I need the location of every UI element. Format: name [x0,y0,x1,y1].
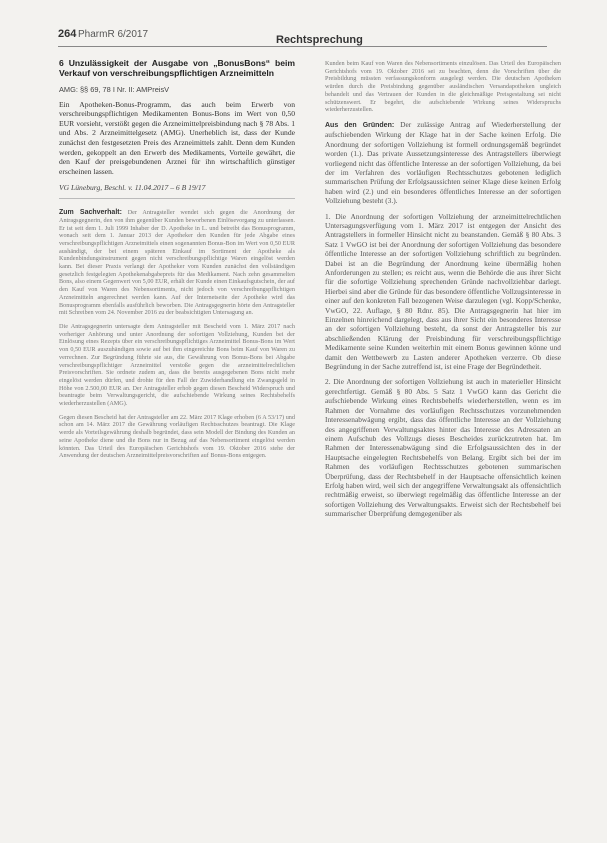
page-header [58,28,547,50]
section-title: Rechtsprechung [276,34,363,46]
right-paragraph-2: 1. Die Anordnung der sofortigen Vollziehung der arzneimittelrechtlichen Untersagungsverfügung vom 1. März 2017 ist entgegen der Ansicht des Antragstellers in formeller Hinsicht nicht zu beanstanden. Gemäß § 80 Abs. 3 Satz 1 VwGO ist bei der Anordnung der sofortigen Vollziehung das besondere öffentliche Interesse an der sofortigen Vollziehung schriftlich zu begründen. Dabei ist an die Begründung der Anordnung keine übermäßig hohen Anforderungen zu stellen; es reicht aus, wenn die Behörde die aus ihrer Sicht für die sofortige Vollziehung sprechenden Gründe nachvollziehbar darlegt. Hierbei sind aber die Gründe für das besondere öffentliche Vollzugsinteresse in einer auf den konkreten Fall bezogenen Weise darzulegen (vgl. Kopp/Schenke, VwGO, 22. Auflage, § 80 Rdnr. 85). Die Antragsgegnerin hat hier im Einzelnen hinreichend dargelegt, dass aus ihrer Sicht ein besonderes Interesse an der sofortigen Vollziehung besteht, da sonst der Antragsteller bis zur abschließenden Klärung der Preisbindung für verschreibungspflichtige Medikamente seine Kunden weiterhin mit einem Bonus gewinnen könne und damit den Wettbewerb zu Lasten anderer Apotheken verzerre. Ob diese Begründung in der Sache zutreffend ist, ist eine Frage der Begründetheit. [325,211,561,372]
case-title [59,58,295,78]
header-rule [58,46,547,47]
page-number: 264 [58,28,77,40]
court-citation: VG Lüneburg, Beschl. v. 11.04.2017 – 6 B 19/17 [59,184,295,199]
case-heading: Unzulässigkeit der Ausgabe von „BonusBons“ beim Verkauf von verschreibungspflichtigen Arzneimitteln [59,58,296,78]
sachverhalt-text: Der Antragsteller wendet sich gegen die Anordnung der Antragsgegnerin, den von ihm gegenüber Kunden beworbenen Einlösevorgang zu unterlassen. Er ist seit dem 1. Juli 1999 Inhaber der D. Apotheke in L. und betreibt das Bonusprogramm, wonach seit dem 1. Januar 2013 der Apotheker den Kunden für jede Abgabe eines verschreibungspflichtigen Arzneimittels einen sogenannten Bonus-Bon im Wert von 0,50 EUR aushändigt, der bei einem späteren Einkauf im Sortiment der Apotheke als Kundenbindungsinstrument gegen nicht verschreibungspflichtige Waren eingelöst werden kann. Bei dieser Praxis verlangt der Apotheker vom Kunden zunächst den vollständigen gesetzlich festgelegten Apothekenabgabepreis für das Medikament. Nach zehn gesammelten Bons, also einem Gegenwert von 5,00 EUR, erhält der Kunde einen Einkaufsgutschein, der auf den Kauf von Waren des Nebensortiments, nicht jedoch von verschreibungspflichtigen Arzneimitteln angerechnet werden kann. Auf der Internetseite der Apotheke wird das Bonusprogramm ebenfalls ausführlich beworben. Die Antragsgegnerin hörte den Antragsteller mit Schreiben vom 24. November 2016 zu der beabsichtigten Untersagung an. [59,209,295,317]
gruende-label: Aus den Gründen: [325,121,395,129]
journal-name: PharmR 6/2017 [78,29,149,40]
left-paragraph-3: Gegen diesen Bescheid hat der Antragsteller am 22. März 2017 Klage erhoben (6 A 53/17) und schon am 14. März 2017 die Gewährung vorläufigen Rechtsschutzes beantragt. Die Klage werde als Vorteilsgewährung deshalb begründet, dass sein Modell der Bindung des Kunden an seine Apotheke diene und die Bons nur in Bezug auf das Nebensortiment eingelöst werden könnten. Das Urteil des Europäischen Gerichtshofs vom 19. Oktober 2016 stehe der Anwendung der deutschen Arzneimittelpreisvorschriften auf Bonus-Bons entgegen. [59,413,295,460]
leitsatz: Ein Apotheken-Bonus-Programm, das auch beim Erwerb von verschreibungspflichtigen Medikamenten Bonus-Bons im Wert von 0,50 EUR vorsieht, verstößt gegen die Arzneimittelpreisbindung nach § 78 Abs. 1 und Abs. 2 Arzneimittelgesetz (AMG). Unerheblich ist, dass der Kunde zunächst den festgesetzten Preis des Arzneimittels zahlt. Denn dem Kunden werden, gekoppelt an den Erwerb des Medikaments, Vorteile gewährt, die den Kauf der preisgebundenen Arznei für ihn wirtschaftlich günstiger erscheinen lassen. [59,99,295,176]
gruende-paragraph [325,120,561,206]
case-number: 6 [59,58,64,68]
left-column [59,58,295,466]
right-paragraph-0: Kunden beim Kauf von Waren des Nebensortiments einzulösen. Das Urteil des Europäischen Gerichtshofs vom 19. Oktober 2016 sei zu beachten, denn die Vorschriften über die Preisbildung müssten verfassungskonform ausgelegt werden. Die deutschen Apotheken würden durch die Preisbindung gegenüber ausländischen Versandapotheken ungleich behandelt und das Vertrauen der Kunden in die gleichmäßige Preisgestaltung sei nicht schützenswert. Er begehrt, die aufschiebende Wirkung seines Widerspruchs wiederherzustellen. [325,60,561,114]
right-column [325,60,561,525]
sachverhalt-paragraph [59,209,295,317]
sachverhalt-label: Zum Sachverhalt: [59,209,122,217]
right-paragraph-3: 2. Die Anordnung der sofortigen Vollziehung ist auch in materieller Hinsicht gerechtfertigt. Gemäß § 80 Abs. 5 Satz 1 VwGO kann das Gericht die aufschiebende Wirkung eines Rechtsbehelfs wiederherstellen, wenn es im Rahmen der Vornahme des vorläufigen Rechtsschutzes vorzunehmenden Interessenabwägung ergibt, dass das öffentliche Interesse an der Vollziehung des angegriffenen Verwaltungsaktes hinter das Interesse des Adressaten an einem Aufschub des Vollzugs dieses Bescheides zurückzutreten hat. Im Rahmen der Interessenabwägung sind die Erfolgsaussichten des in der Hauptsache eingelegten Rechtsbehelfs von Belang. Ergibt sich bei der im Rahmen des vorläufigen Rechtsschutzes gebotenen summarischen Überprüfung, dass der Rechtsbehelf in der Hauptsache offensichtlich keinen Erfolg haben wird, weil sich der angegriffene Verwaltungsakt als offensichtlich rechtmäßig erweist, so überwiegt regelmäßig das öffentliche Interesse an der sofortigen Vollziehung des Verwaltungsakts. Erweist sich der Rechtsbehelf bei summarischer Überprüfung demgegenüber als [325,377,561,519]
gruende-text: Der zulässige Antrag auf Wiederherstellung der aufschiebenden Wirkung der Klage hat in der Sache keinen Erfolg. Die Anordnung der sofortigen Vollziehung ist formell ordnungsgemäß begründet worden (1.). Das private Aussetzungsinteresse des Antragstellers überwiegt vorliegend nicht das öffentliche Interesse an der sofortigen Vollziehung, da bei der im Verfahren des vorläufigen Rechtsschutzes gebotenen lediglich summarischen Prüfung der Erfolgsaussichten seiner Klage diese keinen Erfolg haben wird (2.) und ein besonderes öffentliches Interesse an der sofortigen Vollziehung besteht (3.). [325,119,561,206]
left-paragraph-2: Die Antragsgegnerin untersagte dem Antragsteller mit Bescheid vom 1. März 2017 nach vorheriger Anhörung und unter Anordnung der sofortigen Vollziehung, Kunden bei der Einlösung eines Rezepts über ein verschreibungspflichtiges Arzneimittel Bonus-Bons im Wert von 0,50 EUR auszuhändigen sowie auf bei ihm eingereichte Bons beim Kauf von Waren zu verrechnen. Zur Begründung führte sie aus, die Gewährung von Bonus-Bons bei Abgabe verschreibungspflichtiger Arzneimittel verstoße gegen die arzneimittelrechtlichen Preisvorschriften. Sie ordnete zudem an, dass die bereits ausgegebenen Bons nicht mehr eingelöst werden dürfen, und drohte für den Fall der Zuwiderhandlung ein Zwangsgeld in Höhe von 2.500,00 EUR an. Der Antragsteller erhob gegen diesen Bescheid Widerspruch und beantragte beim Verwaltungsgericht, die aufschiebende Wirkung seines Rechtsbehelfs wiederherzustellen (AMG). [59,323,295,408]
statutes: AMG: §§ 69, 78 I Nr. II: AMPreisV [59,85,170,94]
